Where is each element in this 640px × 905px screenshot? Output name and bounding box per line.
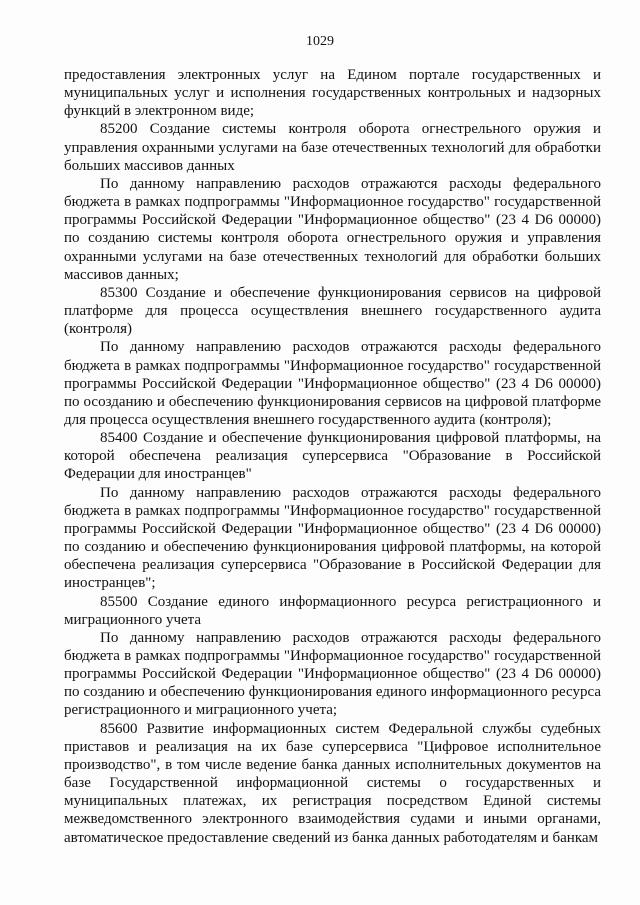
- paragraph-code-85200: 85200 Создание системы контроля оборота огнестрельного оружия и управления охранными услугами на базе отечественных технологий для обработки больших массивов данных: [64, 121, 601, 174]
- paragraph-description-85300: По данному направлению расходов отражаются расходы федерального бюджета в рамках подпрограммы "Информационное государство" государственной программы Российской Федерации "Информационное общество" (23 4 D6 00000) по осозданию и обеспечению функционирования сервисов на цифровой платформе для процесса осуществления внешнего государственного аудита (контроля);: [64, 339, 601, 428]
- paragraph-code-85300: 85300 Создание и обеспечение функционирования сервисов на цифровой платформе для процесса осуществления внешнего государственного аудита (контроля): [64, 284, 601, 338]
- paragraph-description-85400: По данному направлению расходов отражаются расходы федерального бюджета в рамках подпрограммы "Информационное государство" государственной программы Российской Федерации "Информационное общество" (23 4 D6 00000) по созданию и обеспечению функционирования цифровой платформы, на которой обеспечена реализация суперсервиса "Образование в Российской Федерации для иностранцев";: [64, 484, 601, 592]
- paragraph-description-85200: По данному направлению расходов отражаются расходы федерального бюджета в рамках подпрограммы "Информационное государство" государственной программы Российской Федерации "Информационное общество" (23 4 D6 00000) по созданию системы контроля оборота огнестрельного оружия и управления охранными услугами на базе отечественных технологий для обработки больших массивов данных;: [64, 175, 601, 283]
- paragraph-code-85400: 85400 Создание и обеспечение функционирования цифровой платформы, на которой обеспечена реализация суперсервиса "Образование в Российской Федерации для иностранцев": [64, 430, 601, 483]
- paragraph-code-85500: 85500 Создание единого информационного ресурса регистрационного и миграционного учета: [64, 593, 601, 628]
- paragraph-code-85600: 85600 Развитие информационных систем Федеральной службы судебных приставов и реализация на их базе суперсервиса "Цифровое исполнительное производство", в том числе ведение банка данных исполнительных документов на базе Государственной информационной системы о государственных и муниципальных платежах, их регистрация посредством Единой системы межведомственного электронного взаимодействия судами и иными органами, автоматическое предоставление сведений из банка данных работодателям и банкам: [64, 720, 601, 846]
- paragraph-continuation: предоставления электронных услуг на Едином портале государственных и муниципальных услуг и исполнения государственных контрольных и надзорных функций в электронном виде;: [64, 67, 601, 120]
- page-number: 1029: [306, 34, 334, 49]
- paragraph-description-85500: По данному направлению расходов отражаются расходы федерального бюджета в рамках подпрограммы "Информационное государство" государственной программы Российской Федерации "Информационное общество" (23 4 D6 00000) по созданию и обеспечению функционирования единого информационного ресурса регистрационного и миграционного учета;: [64, 629, 601, 719]
- document-body: [64, 66, 601, 847]
